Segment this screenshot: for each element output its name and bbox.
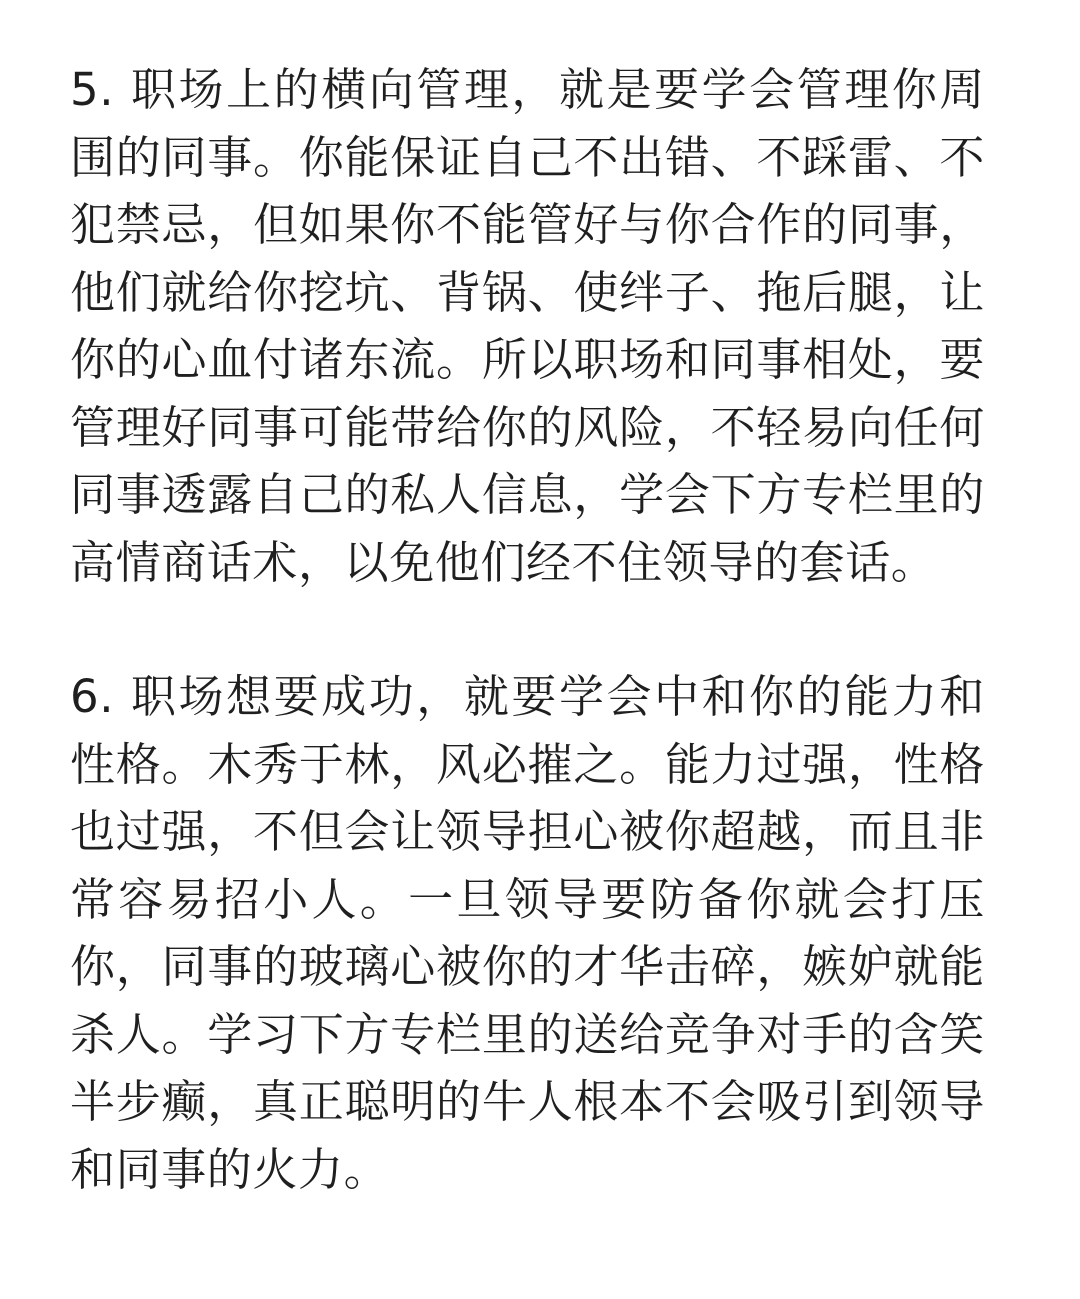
- article-body: [70, 56, 985, 1203]
- paragraph-spacer: [70, 596, 985, 663]
- paragraph-6: 6. 职场想要成功，就要学会中和你的能力和性格。木秀于林，风必摧之。能力过强，性格也过强，不但会让领导担心被你超越，而且非常容易招小人。一旦领导要防备你就会打压你，同事的玻璃心被你的才华击碎，嫉妒就能杀人。学习下方专栏里的送给竞争对手的含笑半步癫，真正聪明的牛人根本不会吸引到领导和同事的火力。: [70, 670, 985, 1196]
- paragraph-5: 5. 职场上的横向管理，就是要学会管理你周围的同事。你能保证自己不出错、不踩雷、不犯禁忌，但如果你不能管好与你合作的同事，他们就给你挖坑、背锅、使绊子、拖后腿，让你的心血付诸东流。所以职场和同事相处，要管理好同事可能带给你的风险，不轻易向任何同事透露自己的私人信息，学会下方专栏里的高情商话术，以免他们经不住领导的套话。: [70, 63, 985, 589]
